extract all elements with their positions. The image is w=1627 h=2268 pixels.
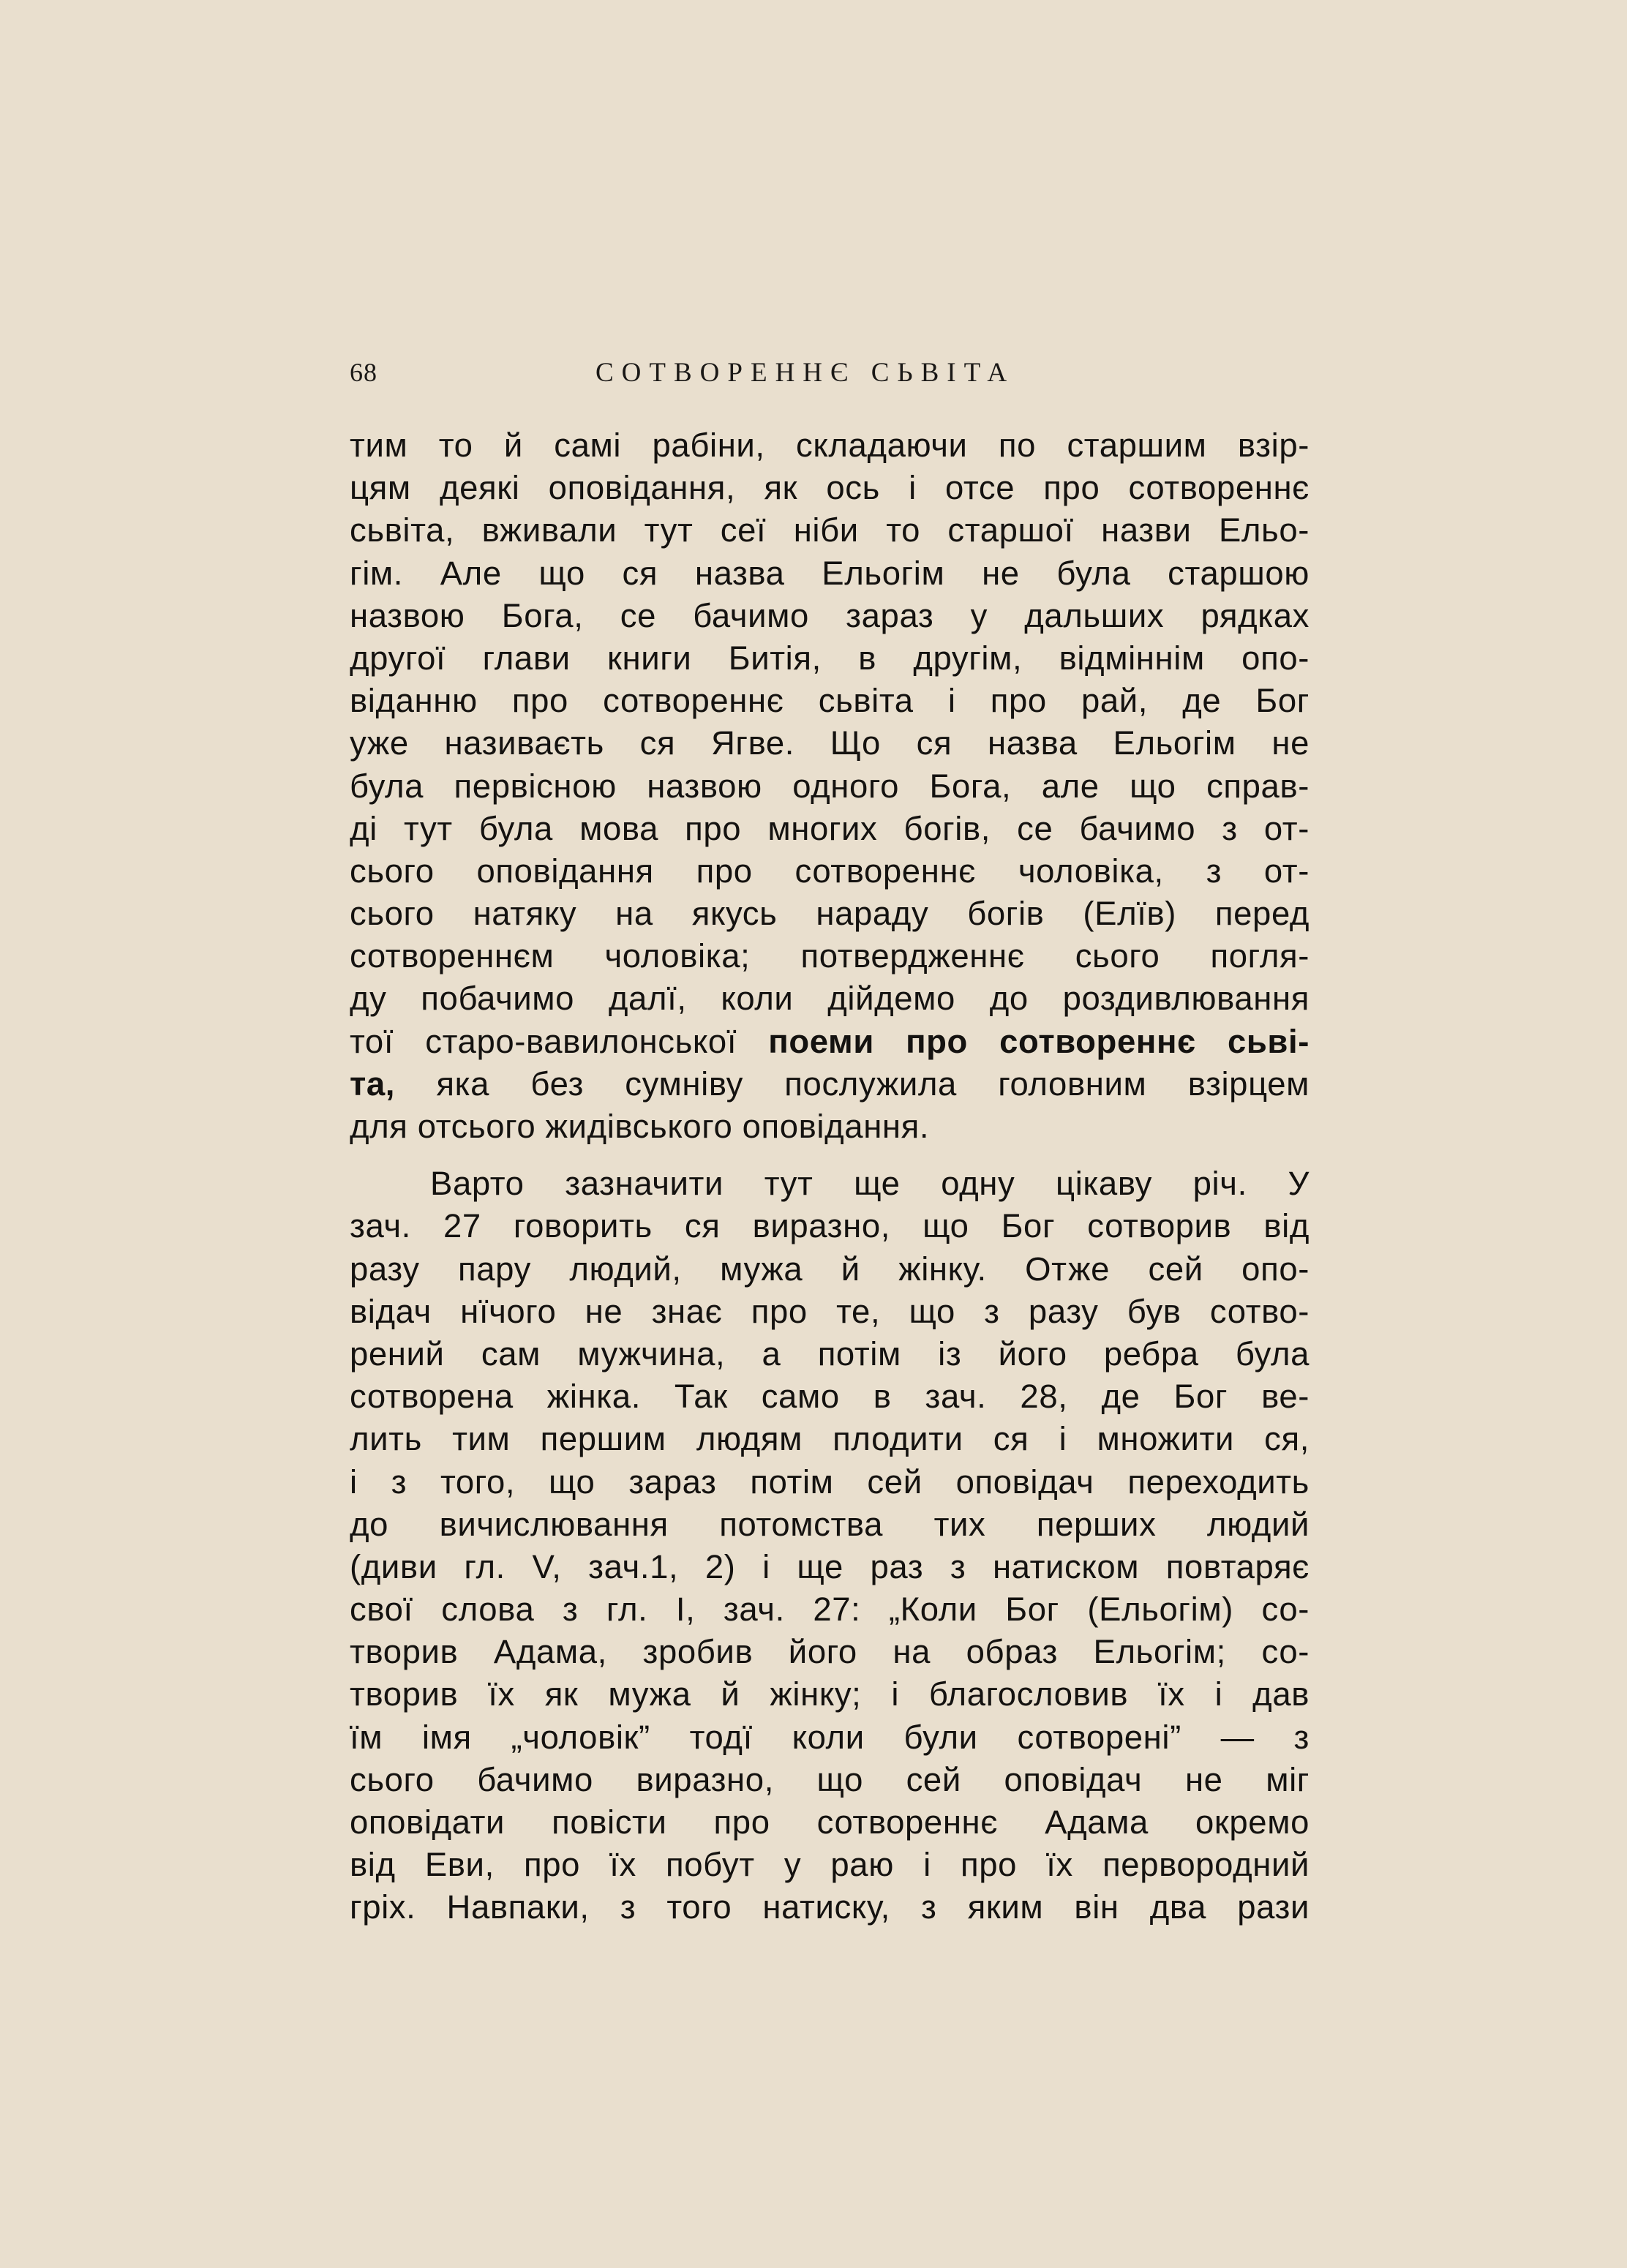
text-line: до вичислювання потомства тих перших людий [350, 1505, 1310, 1543]
page-header [350, 357, 1308, 398]
text-line [350, 1063, 1310, 1105]
text-line: сьвіта, вживали тут сеї ніби то старшої назви Ельо- [350, 511, 1310, 549]
text-line: (диви гл. V, зач.1, 2) і ще раз з натиском повтаряє [350, 1547, 1310, 1585]
text-line: сотворена жінка. Так само в зач. 28, де Бог ве- [350, 1378, 1310, 1416]
text-line: сього натяку на якусь нараду богів (Елїв) перед [350, 895, 1310, 933]
text-line: рений сам мужчина, а потім із його ребра була [350, 1334, 1310, 1373]
text-line: для отсього жидівського оповідання. [350, 1108, 930, 1145]
body-text [350, 424, 1310, 1929]
text-line: лить тим першим людям плодити ся і множити ся, [350, 1420, 1310, 1458]
text-line: другої глави книги Битія, в другім, відміннім опо- [350, 639, 1310, 677]
text-line: ду побачимо далї, коли дійдемо до роздивлювання [350, 980, 1310, 1018]
text-run: яка без сумніву послужила головним взірцем [395, 1064, 1310, 1103]
text-line: назвою Бога, се бачимо зараз у дальших рядках [350, 596, 1310, 634]
text-line: творив Адама, зробив його на образ Ельогім; со- [350, 1633, 1310, 1671]
text-line: Варто зазначити тут ще одну цікаву річ. У [430, 1165, 1310, 1203]
text-line [350, 1021, 1310, 1063]
text-run: тої старо-вавилонської [350, 1022, 769, 1060]
text-line: оповідати повісти про сотвореннє Адама окремо [350, 1803, 1310, 1841]
text-line: сотвореннєм чоловіка; потвердженнє сього погля- [350, 937, 1310, 975]
text-line: віданню про сотвореннє сьвіта і про рай, де Бог [350, 682, 1310, 720]
text-line: сього бачимо виразно, що сей оповідач не міг [350, 1760, 1310, 1798]
text-line: свої слова з гл. I, зач. 27: „Коли Бог (Ельогім) со- [350, 1591, 1310, 1629]
text-line: гріх. Навпаки, з того натиску, з яким він два рази [350, 1888, 1310, 1926]
text-line: гім. Але що ся назва Ельогім не була старшою [350, 554, 1310, 592]
paragraph-2 [350, 1163, 1310, 1929]
text-line: творив їх як мужа й жінку; і благословив їх і дав [350, 1675, 1310, 1713]
bold-phrase: та, [350, 1064, 396, 1103]
text-line: цям деякі оповідання, як ось і отсе про сотвореннє [350, 469, 1310, 507]
text-line: сього оповідання про сотвореннє чоловіка, з от- [350, 852, 1310, 890]
running-title: СОТВОРЕННЄ СЬВІТА [595, 358, 1015, 388]
text-line: від Еви, про їх побут у раю і про їх первородний [350, 1846, 1310, 1884]
text-line: і з того, що зараз потім сей оповідач переходить [350, 1462, 1310, 1501]
text-line: відач нїчого не знає про те, що з разу був сотво- [350, 1292, 1310, 1330]
text-line: зач. 27 говорить ся виразно, що Бог сотворив від [350, 1207, 1310, 1245]
text-line: їм імя „чоловік” тодї коли були сотворені” — з [350, 1718, 1310, 1756]
page-number: 68 [350, 358, 377, 387]
bold-phrase: поеми про сотвореннє сьві- [768, 1022, 1310, 1060]
text-line: уже називаєть ся Ягве. Що ся назва Ельогім не [350, 724, 1310, 762]
text-line: ді тут була мова про многих богів, се бачимо з от- [350, 809, 1310, 847]
text-line: тим то й самі рабіни, складаючи по старшим взір- [350, 427, 1310, 464]
text-line: разу пару людий, мужа й жінку. Отже сей опо- [350, 1250, 1310, 1288]
paragraph-gap [350, 1148, 1310, 1163]
paragraph-1 [350, 424, 1310, 1148]
text-line: була первісною назвою одного Бога, але що справ- [350, 767, 1310, 805]
